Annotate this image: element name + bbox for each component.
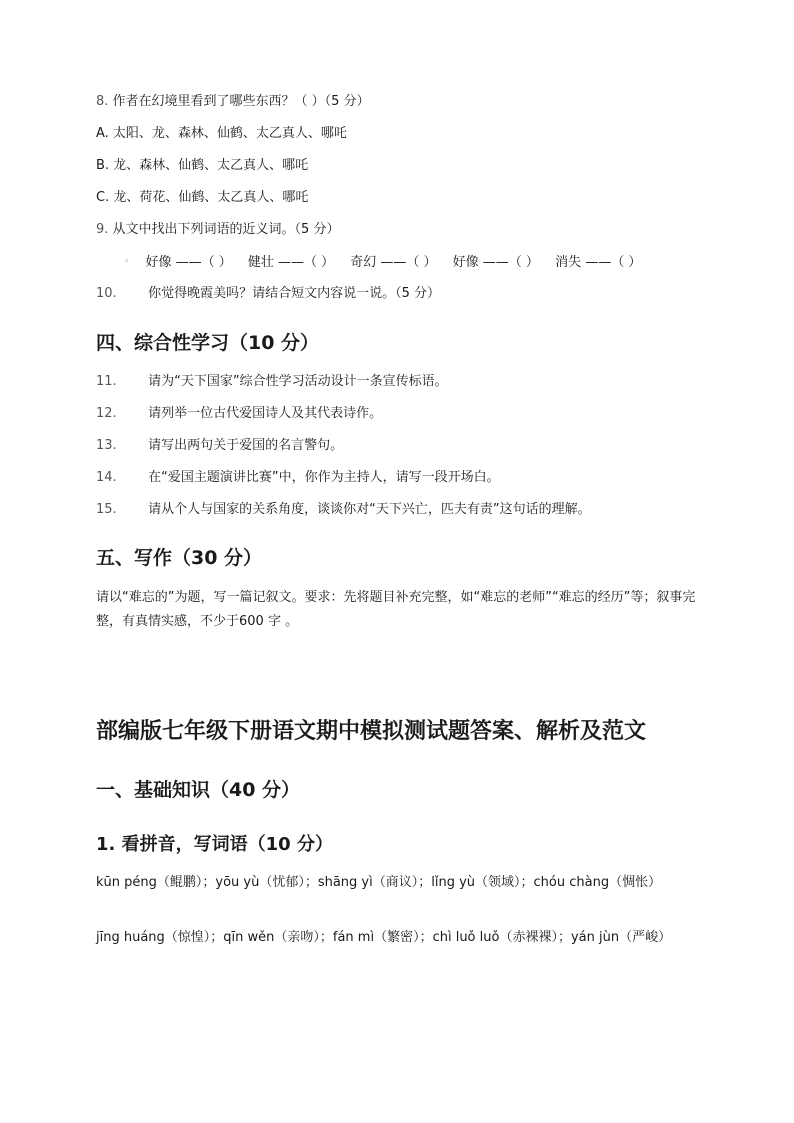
synonym-list [124, 251, 641, 274]
question-number: 11. [96, 374, 117, 389]
question-number: 10. [96, 286, 117, 301]
question-number: 12. [96, 406, 117, 421]
writing-prompt: 请以“难忘的”为题，写一篇记叙文。要求：先将题目补充完整，如“难忘的老师”“难忘的经历”等；叙事完整，有真情实感，不少于600 字 。 [96, 590, 696, 629]
question-number: 8. [96, 94, 109, 109]
pinyin-answers-2: jīng huáng（惊惶）；qīn wěn（亲吻）；fán mì（繁密）；chì luǒ luǒ（赤裸裸）；yán jùn（严峻） [96, 930, 672, 945]
bullet-icon: ◦ [124, 257, 130, 267]
question-text: 请从个人与国家的关系角度，谈谈你对“天下兴亡，匹夫有责”这句话的理解。 [148, 502, 591, 517]
synonym-item: 健壮 ——（ ） [247, 255, 335, 270]
section-4-heading: 四、综合性学习（10 分） [96, 332, 320, 354]
question-14 [96, 467, 500, 489]
question-11 [96, 371, 448, 393]
question-9 [96, 219, 339, 241]
option-a: A. 太阳、龙、森林、仙鹤、太乙真人、哪吒 [96, 126, 347, 141]
option-c: C. 龙、荷花、仙鹤、太乙真人、哪吒 [96, 190, 309, 205]
question-text: 作者在幻境里看到了哪些东西？（ ）（5 分） [112, 94, 370, 109]
answers-subsection-1: 1. 看拼音，写词语（10 分） [96, 834, 333, 855]
question-text: 请写出两句关于爱国的名言警句。 [148, 438, 344, 453]
question-text: 在“爱国主题演讲比赛”中，你作为主持人，请写一段开场白。 [148, 470, 500, 485]
question-12 [96, 403, 382, 425]
section-5-heading: 五、写作（30 分） [96, 547, 263, 569]
question-number: 9. [96, 222, 109, 237]
question-number: 14. [96, 470, 117, 485]
question-text: 从文中找出下列词语的近义词。（5 分） [112, 222, 340, 237]
question-10 [96, 283, 440, 305]
question-15 [96, 499, 591, 521]
question-text: 请列举一位古代爱国诗人及其代表诗作。 [148, 406, 383, 421]
pinyin-answers-1: kūn péng（鲲鹏）；yōu yù（忧郁）；shāng yì（商议）；lǐng yù（领域）；chóu chàng（惆怅） [96, 875, 662, 890]
question-text: 请为“天下国家”综合性学习活动设计一条宣传标语。 [148, 374, 448, 389]
synonym-item: 好像 ——（ ） [452, 255, 539, 270]
answers-title: 部编版七年级下册语文期中模拟测试题答案、解析及范文 [96, 719, 647, 744]
option-b: B. 龙、森林、仙鹤、太乙真人、哪吒 [96, 158, 309, 173]
question-number: 15. [96, 502, 117, 517]
synonym-item: 奇幻 ——（ ） [350, 255, 437, 270]
question-text: 你觉得晚霞美吗？请结合短文内容说一说。（5 分） [148, 286, 441, 301]
synonym-item: 好像 ——（ ） [145, 255, 232, 270]
question-number: 13. [96, 438, 117, 453]
answers-section-1-heading: 一、基础知识（40 分） [96, 779, 301, 801]
synonym-item: 消失 ——（ ） [555, 255, 642, 270]
question-8 [96, 91, 370, 113]
question-13 [96, 435, 343, 457]
